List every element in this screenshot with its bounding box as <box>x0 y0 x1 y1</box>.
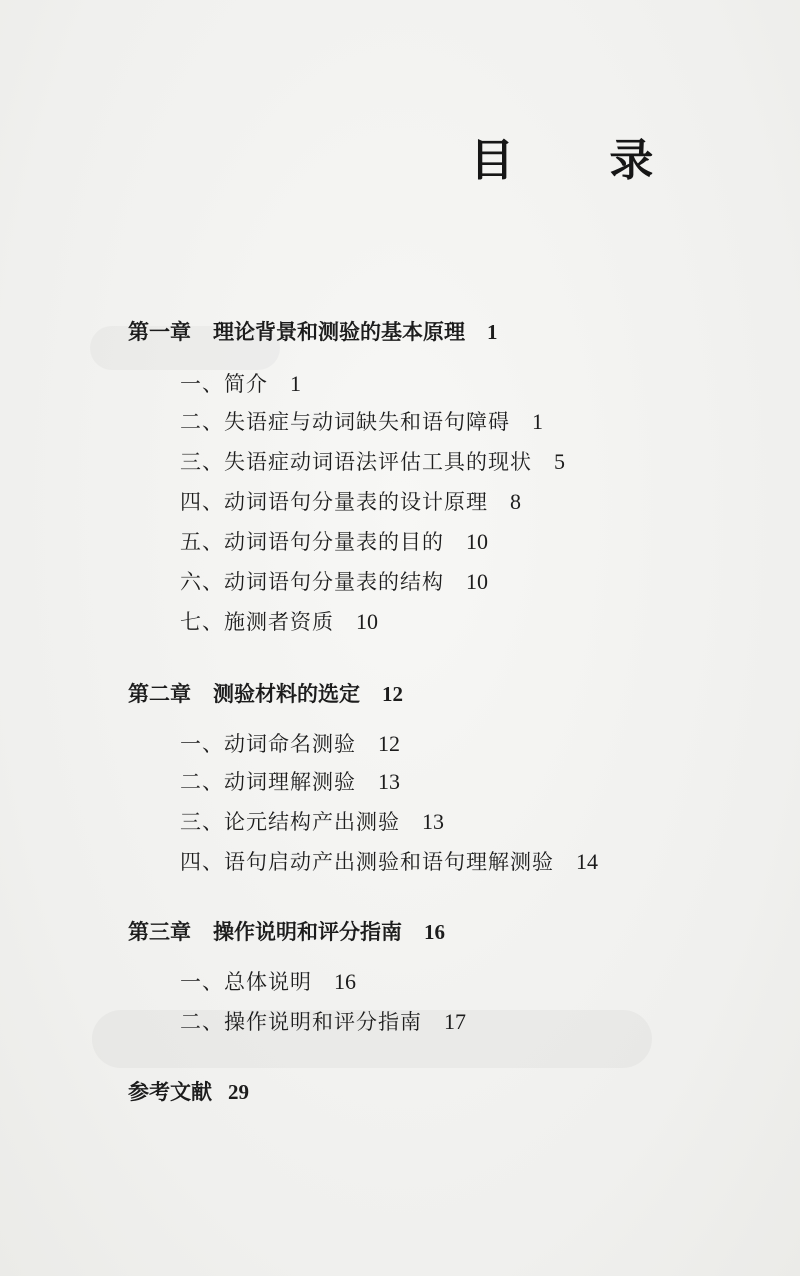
toc-section <box>180 1006 466 1036</box>
page-title: 目 录 <box>470 135 694 186</box>
page-number: 13 <box>378 769 400 794</box>
page-number: 1 <box>290 371 301 396</box>
toc-section <box>180 966 356 996</box>
chapter-number: 第一章 <box>128 320 191 344</box>
chapter-number: 第二章 <box>128 682 191 706</box>
toc-section <box>180 526 488 556</box>
toc-section <box>180 446 565 476</box>
section-label: 七、施测者资质 <box>180 610 334 634</box>
section-label: 四、动词语句分量表的设计原理 <box>180 490 488 514</box>
chapter-name: 理论背景和测验的基本原理 <box>213 320 465 344</box>
toc-section <box>180 406 543 436</box>
toc-section <box>180 486 521 516</box>
section-label: 六、动词语句分量表的结构 <box>180 570 444 594</box>
toc-section <box>180 806 444 836</box>
page-number: 14 <box>576 849 598 874</box>
section-label: 二、动词理解测验 <box>180 770 356 794</box>
toc-chapter-3 <box>128 916 445 946</box>
chapter-number: 第三章 <box>128 920 191 944</box>
section-label: 五、动词语句分量表的目的 <box>180 530 444 554</box>
toc-section <box>180 728 400 758</box>
page-number: 10 <box>466 569 488 594</box>
page-number: 1 <box>487 320 498 344</box>
section-label: 一、总体说明 <box>180 970 312 994</box>
toc-references <box>128 1076 249 1106</box>
toc-chapter-1 <box>128 316 498 346</box>
section-label: 二、失语症与动词缺失和语句障碍 <box>180 410 510 434</box>
page-number: 1 <box>532 409 543 434</box>
toc-section <box>180 846 598 876</box>
toc-section <box>180 606 378 636</box>
section-label: 三、论元结构产出测验 <box>180 810 400 834</box>
section-label: 一、简介 <box>180 372 268 396</box>
page-number: 13 <box>422 809 444 834</box>
chapter-name: 测验材料的选定 <box>213 682 360 706</box>
page-number: 29 <box>228 1080 249 1104</box>
chapter-name: 操作说明和评分指南 <box>213 920 402 944</box>
page-number: 17 <box>444 1009 466 1034</box>
section-label: 二、操作说明和评分指南 <box>180 1010 422 1034</box>
page-number: 10 <box>356 609 378 634</box>
references-label: 参考文献 <box>128 1080 212 1104</box>
page-number: 8 <box>510 489 521 514</box>
page-number: 12 <box>378 731 400 756</box>
section-label: 四、语句启动产出测验和语句理解测验 <box>180 850 554 874</box>
toc-section <box>180 566 488 596</box>
page-number: 10 <box>466 529 488 554</box>
toc-section <box>180 766 400 796</box>
page-number: 12 <box>382 682 403 706</box>
toc-chapter-2 <box>128 678 403 708</box>
page-number: 5 <box>554 449 565 474</box>
toc-section <box>180 368 301 398</box>
section-label: 一、动词命名测验 <box>180 732 356 756</box>
page-number: 16 <box>334 969 356 994</box>
section-label: 三、失语症动词语法评估工具的现状 <box>180 450 532 474</box>
page-number: 16 <box>424 920 445 944</box>
